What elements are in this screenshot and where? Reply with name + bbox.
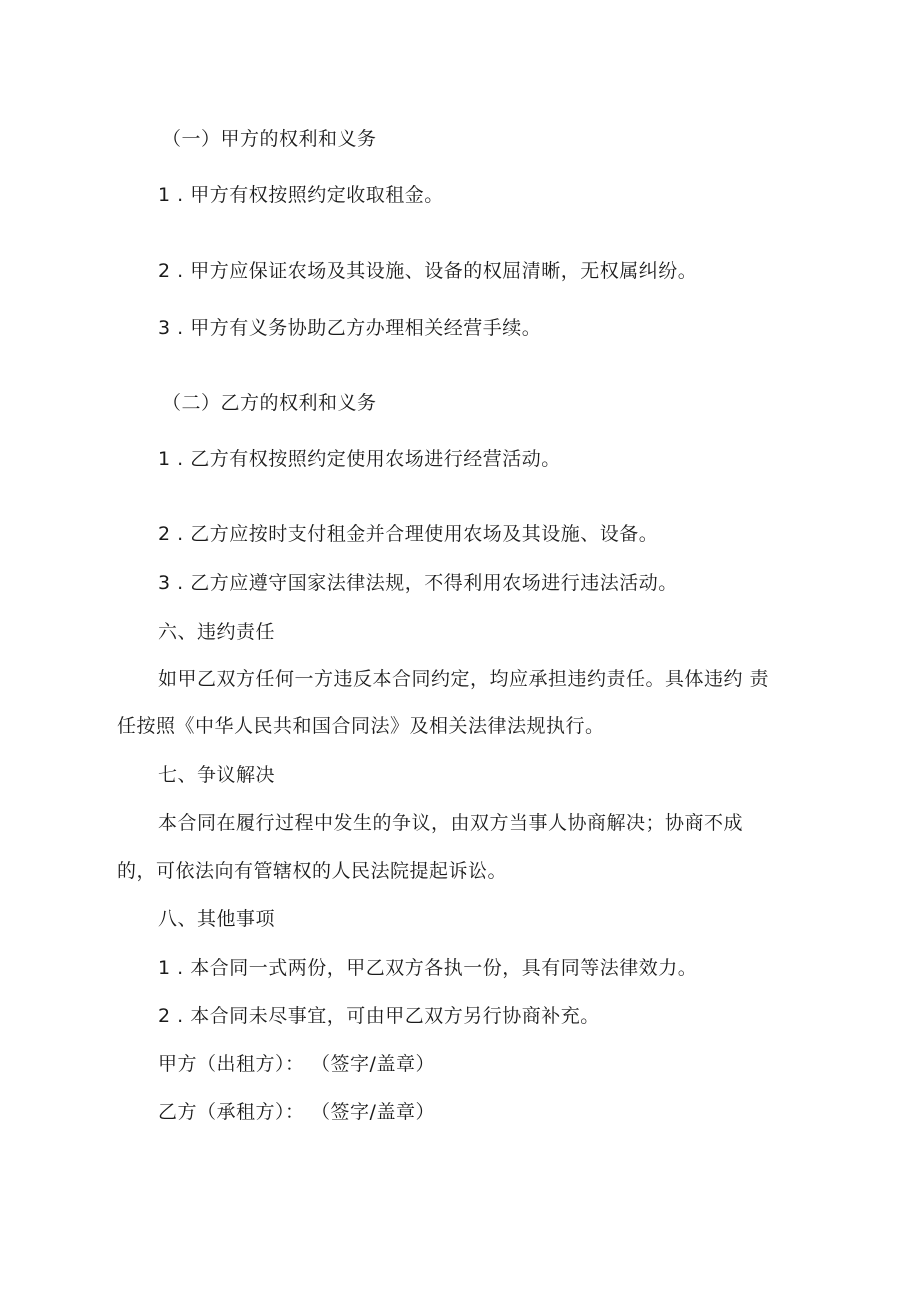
list-item: 1 . 本合同一式两份，甲乙双方各执一份，具有同等法律效力。 (158, 957, 698, 979)
signature-line-lessor: 甲方（出租方）： （签字/盖章） (158, 1053, 435, 1075)
list-item: 1 . 甲方有权按照约定收取租金。 (158, 184, 444, 206)
paragraph-line: 任按照《中华人民共和国合同法》及相关法律法规执行。 (117, 715, 605, 737)
section-heading-breach: 六、违约责任 (158, 621, 276, 643)
paragraph-line: 本合同在履行过程中发生的争议，由双方当事人协商解决；协商不成 (158, 812, 744, 834)
section-heading-other: 八、其他事项 (158, 908, 276, 930)
paragraph-line: 如甲乙双方任何一方违反本合同约定，均应承担违约责任。具体违约 责 (158, 668, 770, 690)
list-item: 2 . 甲方应保证农场及其设施、设备的权屈清晰，无权属纠纷。 (158, 260, 698, 282)
section-heading-dispute: 七、争议解决 (158, 764, 276, 786)
section-heading-party-b-rights: （二）乙方的权利和义务 (162, 392, 377, 414)
list-item: 3 . 乙方应遵守国家法律法规，不得利用农场进行违法活动。 (158, 572, 678, 594)
list-item: 3 . 甲方有义务协助乙方办理相关经营手续。 (158, 317, 542, 339)
section-heading-party-a-rights: （一）甲方的权利和义务 (162, 128, 377, 150)
list-item: 1 . 乙方有权按照约定使用农场进行经营活动。 (158, 448, 561, 470)
list-item: 2 . 本合同未尽事宜，可由甲乙双方另行协商补充。 (158, 1005, 600, 1027)
paragraph-line: 的，可依法向有管辖权的人民法院提起诉讼。 (117, 860, 508, 882)
signature-line-lessee: 乙方（承租方）： （签字/盖章） (158, 1101, 435, 1123)
list-item: 2 . 乙方应按时支付租金并合理使用农场及其设施、设备。 (158, 523, 659, 545)
